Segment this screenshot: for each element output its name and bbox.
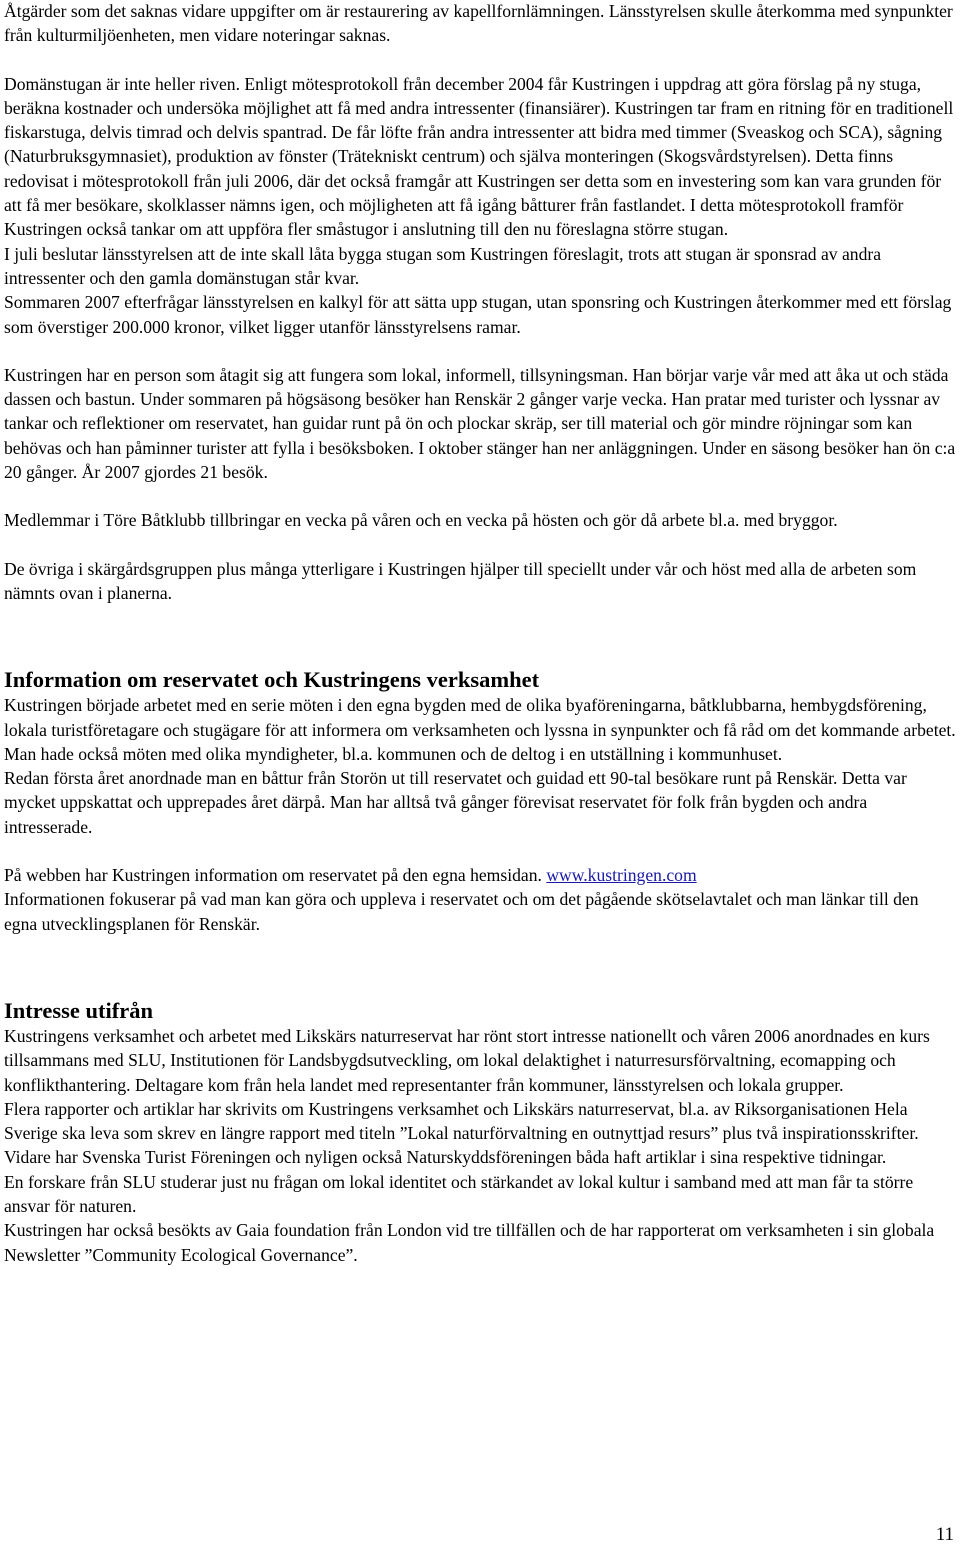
paragraph-info-webben	[4, 863, 956, 887]
paragraph-info-fokus: Informationen fokuserar på vad man kan göra och uppleva i reservatet och om det pågående skötselavtalet och man länkar till den egna utvecklingsplanen för Renskär.	[4, 889, 919, 934]
paragraph-info-webben-text: På webben har Kustringen information om reservatet på den egna hemsidan.	[4, 865, 547, 886]
page-number: 11	[935, 1524, 954, 1545]
paragraph-skargardsgruppen: De övriga i skärgårdsgruppen plus många ytterligare i Kustringen hjälper till speciellt under vår och höst med alla de arbeten som nämnts ovan i planerna.	[4, 558, 917, 603]
paragraph-intresse-forskare: En forskare från SLU studerar just nu frågan om lokal identitet och stärkandet av lokal kultur i samband med att man får ta större ansvar för naturen.	[4, 1171, 914, 1216]
paragraph-batklubb: Medlemmar i Töre Båtklubb tillbringar en vecka på våren och en vecka på hösten och gör då arbete bl.a. med bryggor.	[4, 510, 838, 531]
heading-intresse: Intresse utifrån	[4, 997, 153, 1023]
paragraph-intresse-gaia: Kustringen har också besökts av Gaia foundation från London vid tre tillfällen och de har rapporterat om verksamheten i sin globala Newsletter ”Community Ecological Governance”.	[4, 1220, 935, 1265]
paragraph-sommaren-2007: Sommaren 2007 efterfrågar länsstyrelsen en kalkyl för att sätta upp stugan, utan sponsring och Kustringen återkommer med ett förslag som överstiger 200.000 kronor, vilket ligger utanför länsstyrelsens ramar.	[4, 292, 952, 337]
paragraph-domanstugan: Domänstugan är inte heller riven. Enligt mötesprotokoll från december 2004 får Kustringen i uppdrag att göra förslag på ny stuga, beräkna kostnader och undersöka möjlighet att få med andra intressenter (finansiärer). Kustringen tar fram en ritning för en traditionell fiskarstuga, delvis timrad och delvis spantrad. De får löfte från andra intressenter att bidra med timmer (Sveaskog och SCA), sågning (Naturbruksgymnasiet), produktion av fönster (Trätekniskt centrum) och själva monteringen (Skogsvårdstyrelsen). Detta finns redovisat i mötesprotokoll från juli 2006, där det också framgår att Kustringen ser detta som en investering som kan vara grunden för att få mer besökare, skolklasser nämns igen, och möjligheten att få igång båtturer från fastlandet. I detta mötesprotokoll framför Kustringen också tankar om att uppföra fler småstugor i anslutning till den nu föreslagna större stugan.	[4, 73, 954, 240]
paragraph-kapell: Åtgärder som det saknas vidare uppgifter om är restaurering av kapellfornlämningen. Länsstyrelsen skulle återkomma med synpunkter från kulturmiljöenheten, men vidare noteringar saknas.	[4, 1, 953, 46]
paragraph-intresse-kurs: Kustringens verksamhet och arbetet med Likskärs naturreservat har rönt stort intresse nationellt och våren 2006 anordnades en kurs tillsammans med SLU, Institutionen för Landsbygdsutveckling, om lokal delaktighet i naturresursförvaltning, ecomapping och konflikthantering. Deltagare kom från hela landet med representanter från kommuner, länsstyrelsen och lokala grupper.	[4, 1025, 930, 1095]
kustringen-website-link[interactable]: www.kustringen.com	[546, 865, 697, 886]
paragraph-intresse-rapporter: Flera rapporter och artiklar har skrivits om Kustringens verksamhet och Likskärs naturreservat, bl.a. av Riksorganisationen Hela Sverige ska leva som skrev en längre rapport med titeln ”Lokal naturförvaltning en outnyttjad resurs” plus två inspirationsskrifter. Vidare har Svenska Turist Föreningen och nyligen också Naturskyddsföreningen båda haft artiklar i sina respektive tidningar.	[4, 1098, 919, 1168]
heading-information: Information om reservatet och Kustringens verksamhet	[4, 667, 540, 693]
paragraph-info-moten: Kustringen började arbetet med en serie möten i den egna bygden med de olika byaföreningarna, båtklubbarna, hembygdsförening, lokala turistföretagare och stugägare för att informera om verksamheten och lyssna in synpunkter och få råd om det kommande arbetet. Man hade också möten med olika myndigheter, bl.a. kommunen och de deltog i en utställning i kommunhuset.	[4, 695, 956, 764]
paragraph-info-battur: Redan första året anordnade man en båttur från Storön ut till reservatet och guidad ett 90-tal besökare runt på Renskär. Detta var mycket uppskattat och upprepades året därpå. Man har alltså två gånger förevisat reservatet för folk från bygden och andra intresserade.	[4, 768, 907, 837]
paragraph-tillsyningsman: Kustringen har en person som åtagit sig att fungera som lokal, informell, tillsyningsman. Han börjar varje vår med att åka ut och städa dassen och bastun. Under sommaren på högsäsong besöker han Renskär 2 gånger varje vecka. Han pratar med turister och lyssnar av tankar och reflektioner om reservatet, han guidar runt på ön och plockar skräp, ser till material och gör mindre röjningar som kan behövas och han påminner turister att fylla i besöksboken. I oktober stänger han ner anläggningen. Under en säsong besöker han ön c:a 20 gånger. År 2007 gjordes 21 besök.	[4, 364, 956, 483]
paragraph-juli-beslut: I juli beslutar länsstyrelsen att de inte skall låta bygga stugan som Kustringen föreslagit, trots att stugan är sponsrad av andra intressenter och den gamla domänstugan står kvar.	[4, 243, 882, 288]
